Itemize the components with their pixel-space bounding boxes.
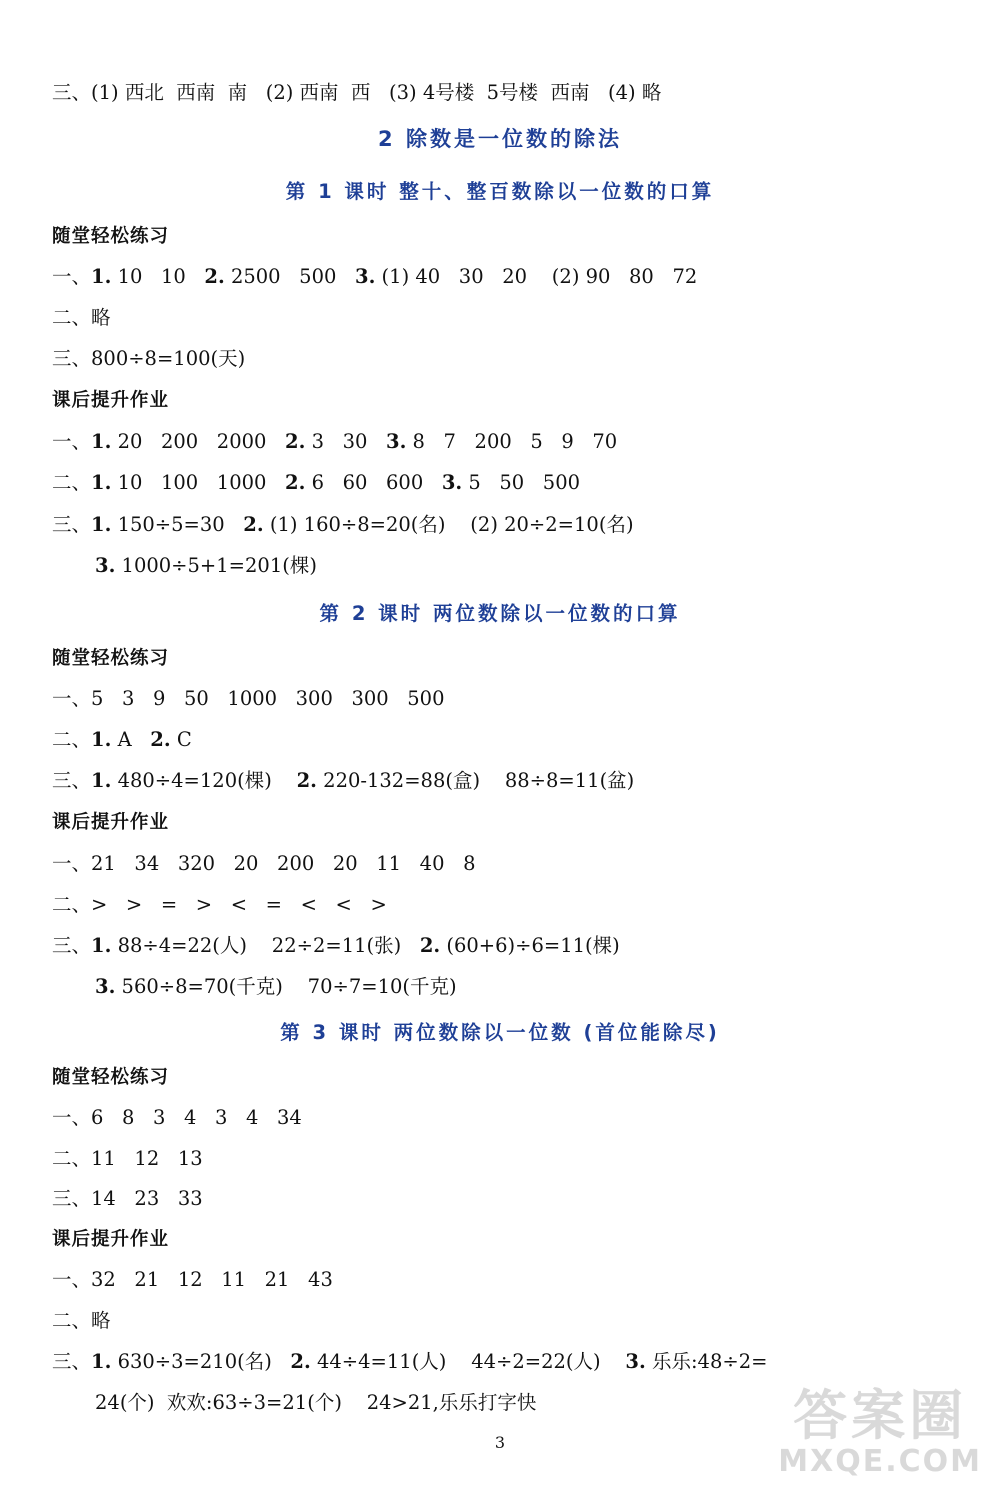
lesson-3-homework-line-4: 24(个) 欢欢:63÷3=21(个) 24>21,乐乐打字快 — [95, 1391, 537, 1414]
lesson-3-practice-heading: 随堂轻松练习 — [52, 1067, 170, 1088]
watermark-url: MXQE.COM — [778, 1444, 982, 1479]
lesson-3-homework-line-2: 二、略 — [52, 1309, 111, 1332]
lesson-3-homework-line-3: 三、1. 630÷3=210(名) 2. 44÷4=11(人) 44÷2=22(人) 3. 乐乐:48÷2= — [52, 1350, 768, 1373]
lesson-1-title: 第 1 课时 整十、整百数除以一位数的口算 — [285, 180, 715, 203]
lesson-2-homework-line-1: 一、21 34 320 20 200 20 11 40 8 — [52, 852, 476, 875]
lesson-2-homework-line-3: 三、1. 88÷4=22(人) 22÷2=11(张) 2. (60+6)÷6=11(棵) — [52, 934, 620, 957]
lesson-2-homework-line-2: 二、> > = > < = < < > — [52, 893, 387, 916]
lesson-1-practice-line-1: 一、1. 10 10 2. 2500 500 3. (1) 40 30 20 (2) 90 80 72 — [52, 265, 698, 288]
lesson-2-practice-line-1: 一、5 3 9 50 1000 300 300 500 — [52, 687, 445, 710]
chapter-title: 2 除数是一位数的除法 — [378, 127, 622, 151]
lesson-1-practice-heading: 随堂轻松练习 — [52, 226, 170, 247]
lesson-1-practice-line-3: 三、800÷8=100(天) — [52, 347, 246, 370]
lesson-3-homework-line-1: 一、32 21 12 11 21 43 — [52, 1268, 333, 1291]
lesson-2-practice-line-2: 二、1. A 2. C — [52, 728, 192, 751]
watermark-text: 答案圈 — [793, 1384, 968, 1447]
lesson-3-practice-line-3: 三、14 23 33 — [52, 1187, 203, 1210]
lesson-3-practice-line-1: 一、6 8 3 4 3 4 34 — [52, 1106, 302, 1129]
lesson-2-practice-line-3: 三、1. 480÷4=120(棵) 2. 220-132=88(盒) 88÷8=11(盆) — [52, 769, 635, 792]
lesson-2-practice-heading: 随堂轻松练习 — [52, 648, 170, 669]
lesson-3-homework-heading: 课后提升作业 — [52, 1229, 170, 1250]
lesson-3-title: 第 3 课时 两位数除以一位数 (首位能除尽) — [280, 1021, 720, 1044]
watermark-logo — [778, 1384, 982, 1479]
lesson-2-homework-line-4: 3. 560÷8=70(千克) 70÷7=10(千克) — [95, 975, 457, 998]
lesson-2-title: 第 2 课时 两位数除以一位数的口算 — [319, 602, 681, 625]
page-number: 3 — [494, 1433, 506, 1452]
lesson-3-practice-line-2: 二、11 12 13 — [52, 1147, 203, 1170]
lesson-1-homework-heading: 课后提升作业 — [52, 390, 170, 411]
lesson-1-practice-line-2: 二、略 — [52, 306, 111, 329]
answer-line-top: 三、(1) 西北 西南 南 (2) 西南 西 (3) 4号楼 5号楼 西南 (4) 略 — [52, 81, 662, 104]
lesson-1-homework-line-4: 3. 1000÷5+1=201(棵) — [95, 554, 317, 577]
lesson-1-homework-line-1: 一、1. 20 200 2000 2. 3 30 3. 8 7 200 5 9 70 — [52, 430, 618, 453]
lesson-1-homework-line-3: 三、1. 150÷5=30 2. (1) 160÷8=20(名) (2) 20÷2=10(名) — [52, 513, 634, 536]
lesson-1-homework-line-2: 二、1. 10 100 1000 2. 6 60 600 3. 5 50 500 — [52, 471, 581, 494]
lesson-2-homework-heading: 课后提升作业 — [52, 812, 170, 833]
